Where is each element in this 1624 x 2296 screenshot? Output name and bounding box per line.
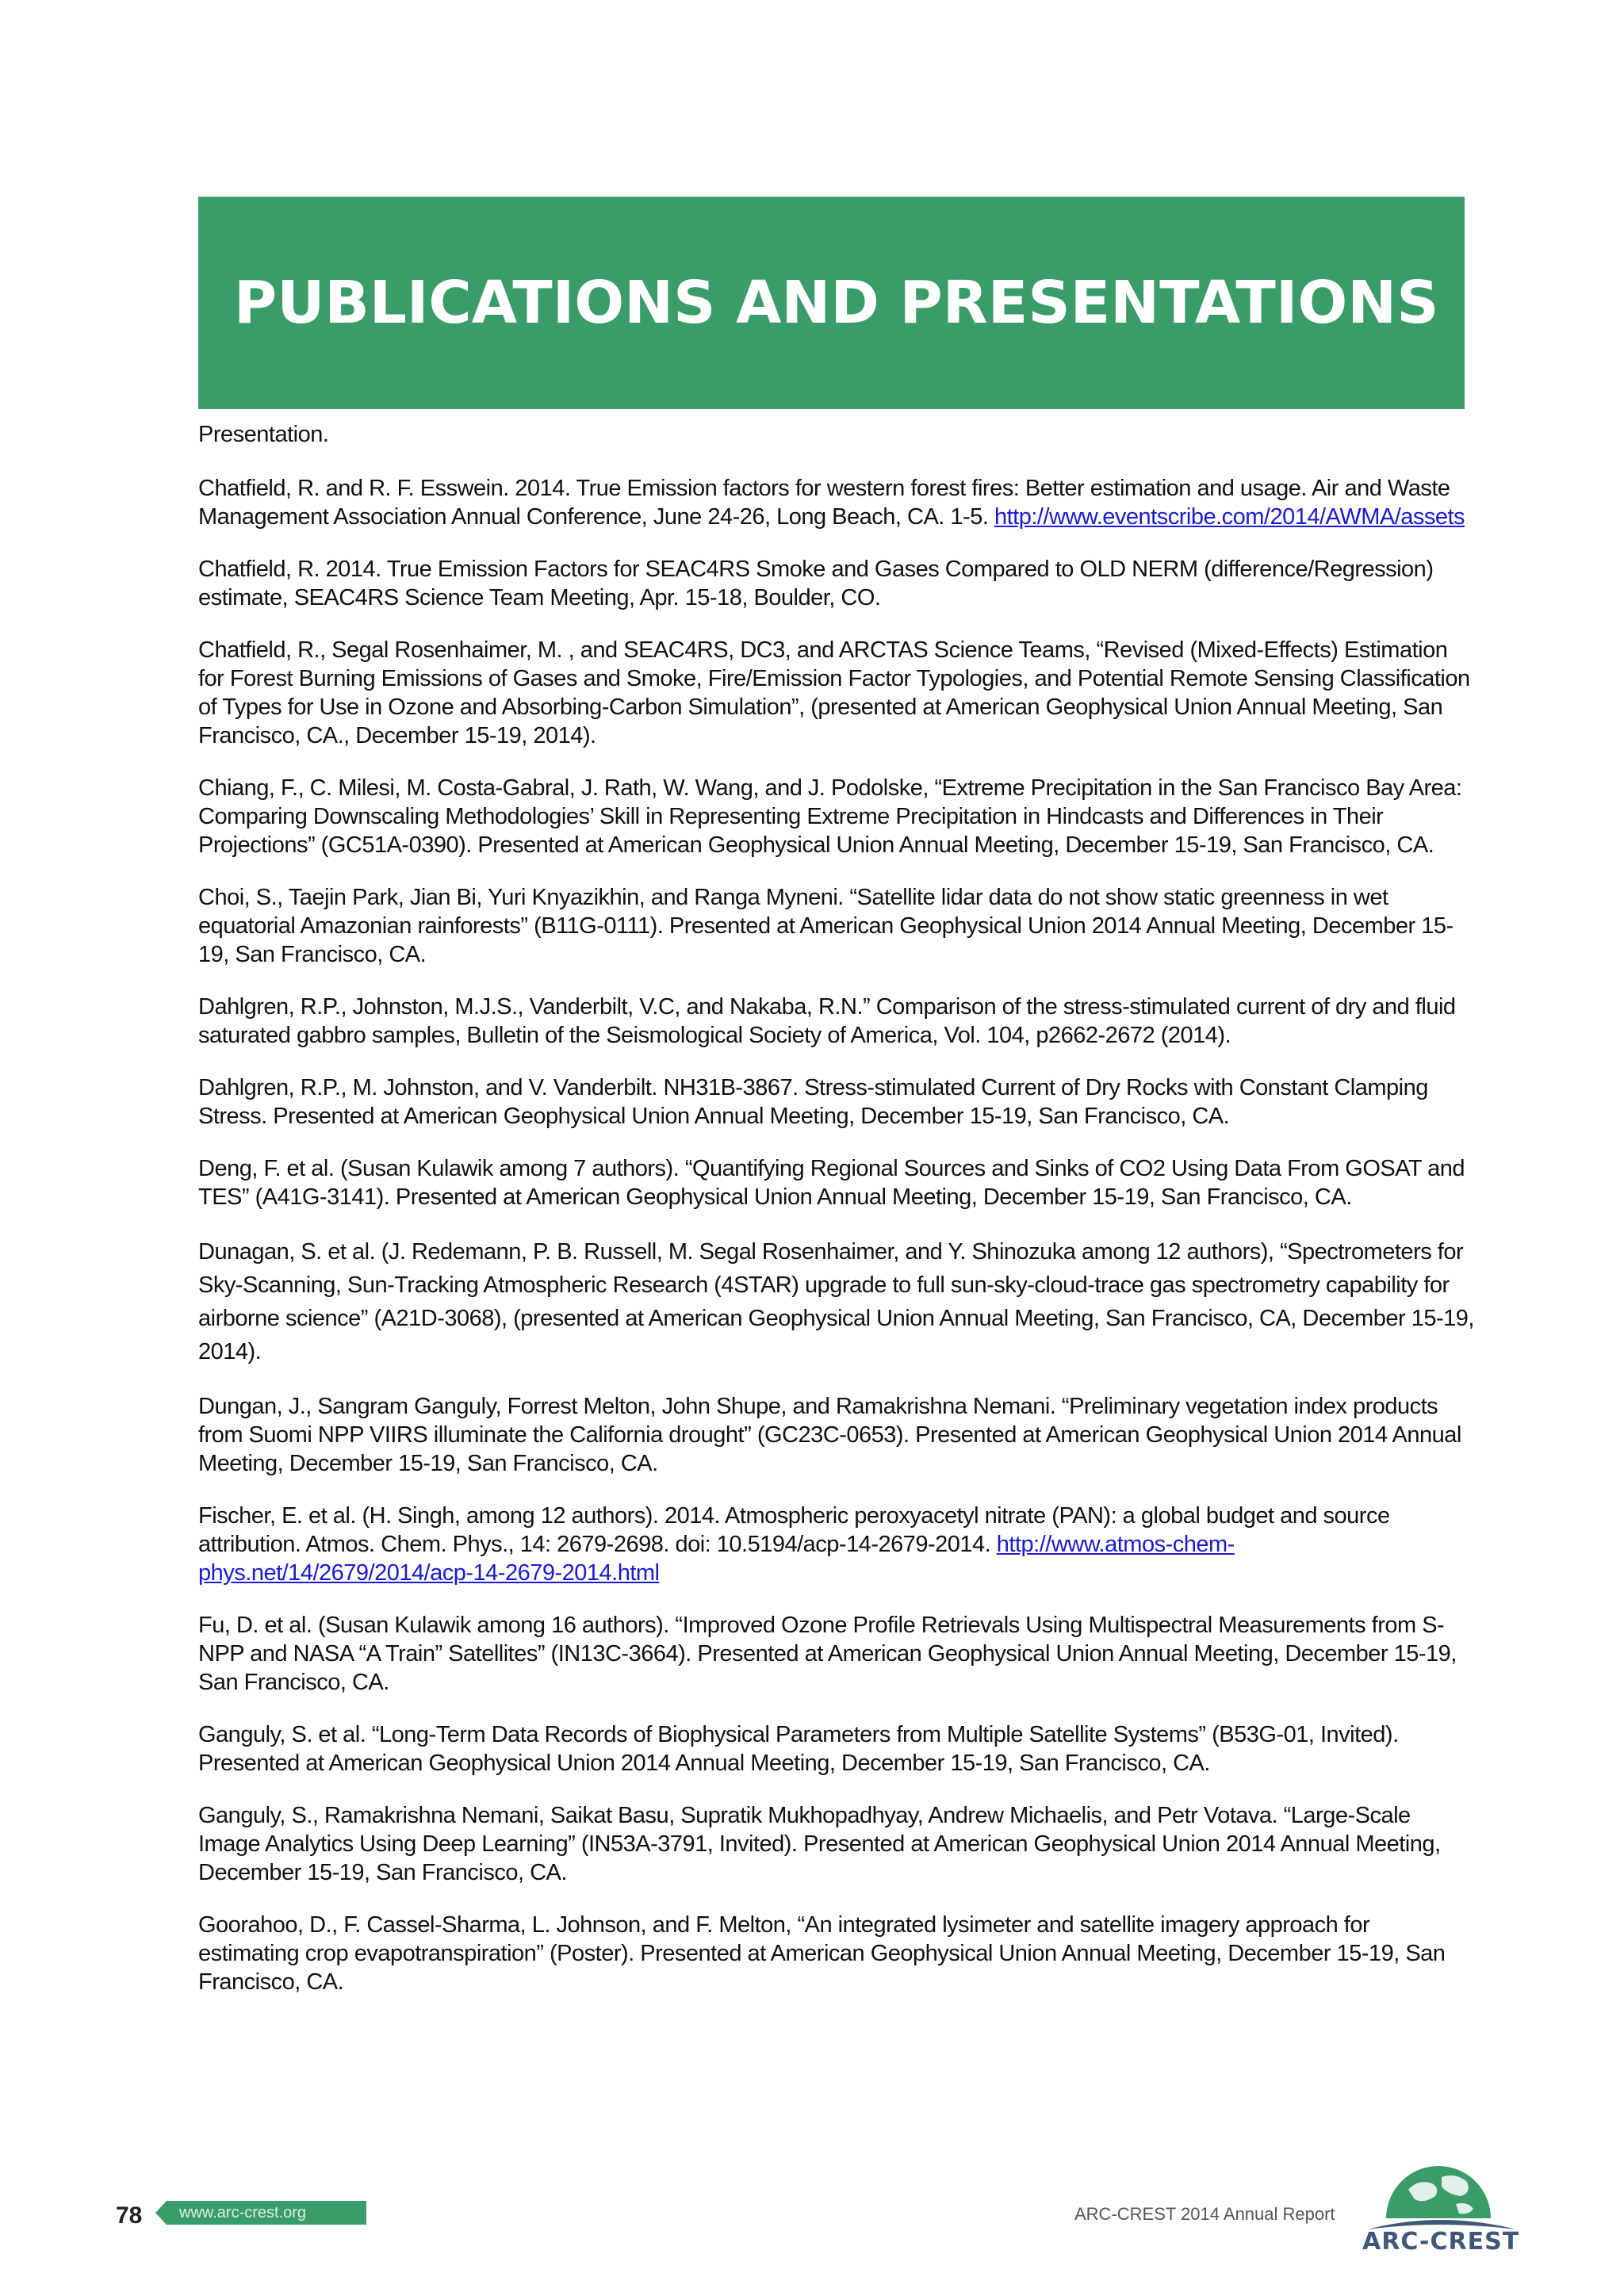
reference-item: Fu, D. et al. (Susan Kulawik among 16 authors). “Improved Ozone Profile Retrievals Using Multispectral Measurements from S-NPP and NASA “A Train” Satellites” (IN13C-3664). Presented at American Geophysical Union Annual Meeting, December 15-19, San Francisco, CA.	[198, 1613, 1457, 1695]
reference-item: Dahlgren, R.P., Johnston, M.J.S., Vanderbilt, V.C, and Nakaba, R.N.” Comparison of the stress-stimulated current of dry and fluid saturated gabbro samples, Bulletin of the Seismological Society of America, Vol. 104, p2662-2672 (2014).	[198, 994, 1456, 1048]
reference-item: Ganguly, S., Ramakrishna Nemani, Saikat Basu, Supratik Mukhopadhyay, Andrew Michaelis, and Petr Votava. “Large-Scale Image Analytics Using Deep Learning” (IN53A-3791, Invited). Presented at American Geophysical Union 2014 Annual Meeting, December 15-19, San Francisco, CA.	[198, 1803, 1441, 1885]
website-link[interactable]: www.arc-crest.org	[179, 2204, 307, 2221]
reference-item: Dahlgren, R.P., M. Johnston, and V. Vanderbilt. NH31B-3867. Stress-stimulated Current of Dry Rocks with Constant Clamping Stress. Presented at American Geophysical Union Annual Meeting, December 15-19, San Francisco, CA.	[198, 1075, 1428, 1129]
reference-item: Dunagan, S. et al. (J. Redemann, P. B. Russell, M. Segal Rosenhaimer, and Y. Shinozuka among 12 authors), “Spectrometers for Sky-Scanning, Sun-Tracking Atmospheric Research (4STAR) upgrade to full sun-sky-cloud-trace gas spectrometry capability for airborne science” (A21D-3068), (presented at American Geophysical Union Annual Meeting, San Francisco, CA, December 15-19, 2014).	[198, 1239, 1474, 1364]
page-number: 78	[116, 2202, 143, 2229]
reference-item: Chiang, F., C. Milesi, M. Costa-Gabral, J. Rath, W. Wang, and J. Podolske, “Extreme Precipitation in the San Francisco Bay Area: Comparing Downscaling Methodologies’ Skill in Representing Extreme Precipitation in Hindcasts and Differences in Their Projections” (GC51A-0390). Presented at American Geophysical Union Annual Meeting, December 15-19, San Francisco, CA.	[198, 775, 1462, 858]
reference-item: Chatfield, R. and R. F. Esswein. 2014. True Emission factors for western forest fires: Better estimation and usage. Air and Waste Management Association Annual Conference, June 24-26, Long Beach, CA. 1-5. http://www.eventscribe.com/2014/AWMA/assets	[198, 476, 1465, 530]
reference-item: Deng, F. et al. (Susan Kulawik among 7 authors). “Quantifying Regional Sources and Sinks of CO2 Using Data From GOSAT and TES” (A41G-3141). Presented at American Geophysical Union Annual Meeting, December 15-19, San Francisco, CA.	[198, 1156, 1465, 1210]
reference-item: Chatfield, R., Segal Rosenhaimer, M. , and SEAC4RS, DC3, and ARCTAS Science Teams, “Revised (Mixed-Effects) Estimation for Forest Burning Emissions of Gases and Smoke, Fire/Emission Factor Typologies, and Potential Remote Sensing Classification of Types for Use in Ozone and Absorbing-Carbon Simulation”, (presented at American Geophysical Union Annual Meeting, San Francisco, CA., December 15-19, 2014).	[198, 637, 1470, 748]
reference-item: Chatfield, R. 2014. True Emission Factors for SEAC4RS Smoke and Gases Compared to OLD NERM (difference/Regression) estimate, SEAC4RS Science Team Meeting, Apr. 15-18, Boulder, CO.	[198, 557, 1434, 610]
section-banner	[198, 197, 1465, 409]
reference-item: Dungan, J., Sangram Ganguly, Forrest Melton, John Shupe, and Ramakrishna Nemani. “Preliminary vegetation index products from Suomi NPP VIIRS illuminate the California drought” (GC23C-0653). Presented at American Geophysical Union 2014 Annual Meeting, December 15-19, San Francisco, CA.	[198, 1394, 1461, 1476]
logo-text: ARC-CREST	[1362, 2228, 1520, 2256]
reference-link[interactable]: http://www.eventscribe.com/2014/AWMA/assets	[994, 504, 1465, 530]
references-list	[198, 420, 1475, 2020]
reference-item: Goorahoo, D., F. Cassel-Sharma, L. Johnson, and F. Melton, “An integrated lysimeter and satellite imagery approach for estimating crop evapotranspiration” (Poster). Presented at American Geophysical Union Annual Meeting, December 15-19, San Francisco, CA.	[198, 1912, 1446, 1995]
reference-item: Fischer, E. et al. (H. Singh, among 12 authors). 2014. Atmospheric peroxyacetyl nitrate (PAN): a global budget and source attribution. Atmos. Chem. Phys., 14: 2679-2698. doi: 10.5194/acp-14-2679-2014. http://www.atmos-chem-phys.net/14/2679/2014/acp-14-2679-2014.html	[198, 1503, 1390, 1586]
reference-item: Ganguly, S. et al. “Long-Term Data Records of Biophysical Parameters from Multiple Satellite Systems” (B53G-01, Invited). Presented at American Geophysical Union 2014 Annual Meeting, December 15-19, San Francisco, CA.	[198, 1722, 1399, 1776]
report-name: ARC-CREST 2014 Annual Report	[1074, 2204, 1335, 2224]
reference-item: Choi, S., Taejin Park, Jian Bi, Yuri Knyazikhin, and Ranga Myneni. “Satellite lidar data do not show static greenness in wet equatorial Amazonian rainforests” (B11G-0111). Presented at American Geophysical Union 2014 Annual Meeting, December 15-19, San Francisco, CA.	[198, 885, 1454, 967]
reference-link[interactable]: http://www.atmos-chem-phys.net/14/2679/2014/acp-14-2679-2014.html	[198, 1532, 1235, 1586]
page-title: PUBLICATIONS AND PRESENTATIONS	[234, 269, 1439, 337]
reference-item: Presentation.	[198, 422, 329, 447]
website-bar	[155, 2201, 366, 2225]
